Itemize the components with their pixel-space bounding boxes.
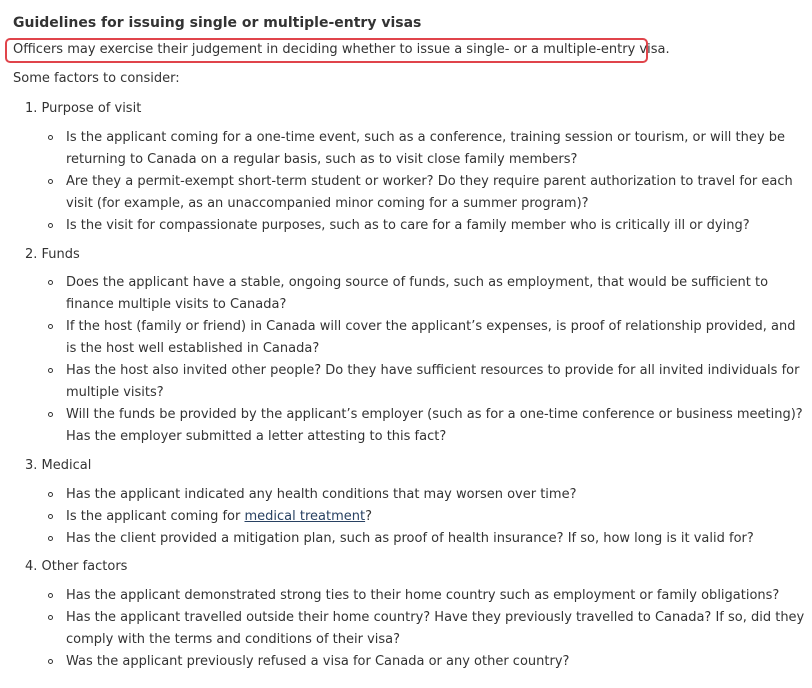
list-item: Does the applicant have a stable, ongoing source of funds, such as employment, that would be sufficient to finance multiple visits to Canada? <box>66 275 769 312</box>
intro-text: Some factors to consider: <box>13 71 180 86</box>
bullet-icon <box>48 128 58 148</box>
list-item: Is the applicant coming for medical treatment? <box>66 509 373 524</box>
list-item: Is the applicant coming for a one-time event, such as a conference, training session or tourism, or will they be returning to Canada on a regular basis, such as to visit close family members? <box>66 130 785 167</box>
section-heading-funds: 2. Funds <box>25 247 80 262</box>
bullet-icon <box>48 405 58 425</box>
section-heading-purpose: 1. Purpose of visit <box>25 101 142 116</box>
list-item: Was the applicant previously refused a visa for Canada or any other country? <box>66 654 570 669</box>
list-item: Is the visit for compassionate purposes, such as to care for a family member who is critically ill or dying? <box>66 218 750 233</box>
bullet-icon <box>48 273 58 293</box>
page-title: Guidelines for issuing single or multiple-entry visas <box>13 15 422 31</box>
section-heading-medical: 3. Medical <box>25 458 92 473</box>
bullet-icon <box>48 586 58 606</box>
list-item: If the host (family or friend) in Canada will cover the applicant’s expenses, is proof of relationship provided, and is the host well established in Canada? <box>66 319 796 356</box>
list-item: Will the funds be provided by the applicant’s employer (such as for a one-time conference or business meeting)? Has the employer submitted a letter attesting to this fact? <box>66 407 803 444</box>
list-item: Has the applicant travelled outside their home country? Have they previously travelled to Canada? If so, did they comply with the terms and conditions of their visa? <box>66 610 805 647</box>
bullet-icon <box>48 361 58 381</box>
bullet-icon <box>48 317 58 337</box>
bullet-icon <box>48 652 58 672</box>
bullet-icon <box>48 485 58 505</box>
list-item: Has the host also invited other people? Do they have sufficient resources to provide for all invited individuals for multiple visits? <box>66 363 800 400</box>
bullet-icon <box>48 529 58 549</box>
list-item: Are they a permit-exempt short-term student or worker? Do they require parent authorization to travel for each visit (for example, as an unaccompanied minor coming for a summer program)? <box>66 174 793 211</box>
bullet-icon <box>48 216 58 236</box>
bullet-icon <box>48 608 58 628</box>
list-item: Has the applicant indicated any health conditions that may worsen over time? <box>66 487 577 502</box>
medical-treatment-link[interactable]: medical treatment <box>244 509 366 524</box>
highlighted-sentence: Officers may exercise their judgement in deciding whether to issue a single- or a multiple-entry visa. <box>13 42 670 57</box>
list-item: Has the client provided a mitigation plan, such as proof of health insurance? If so, how long is it valid for? <box>66 531 754 546</box>
bullet-icon <box>48 172 58 192</box>
list-item: Has the applicant demonstrated strong ties to their home country such as employment or family obligations? <box>66 588 780 603</box>
bullet-icon <box>48 507 58 527</box>
section-heading-other-factors: 4. Other factors <box>25 559 128 574</box>
